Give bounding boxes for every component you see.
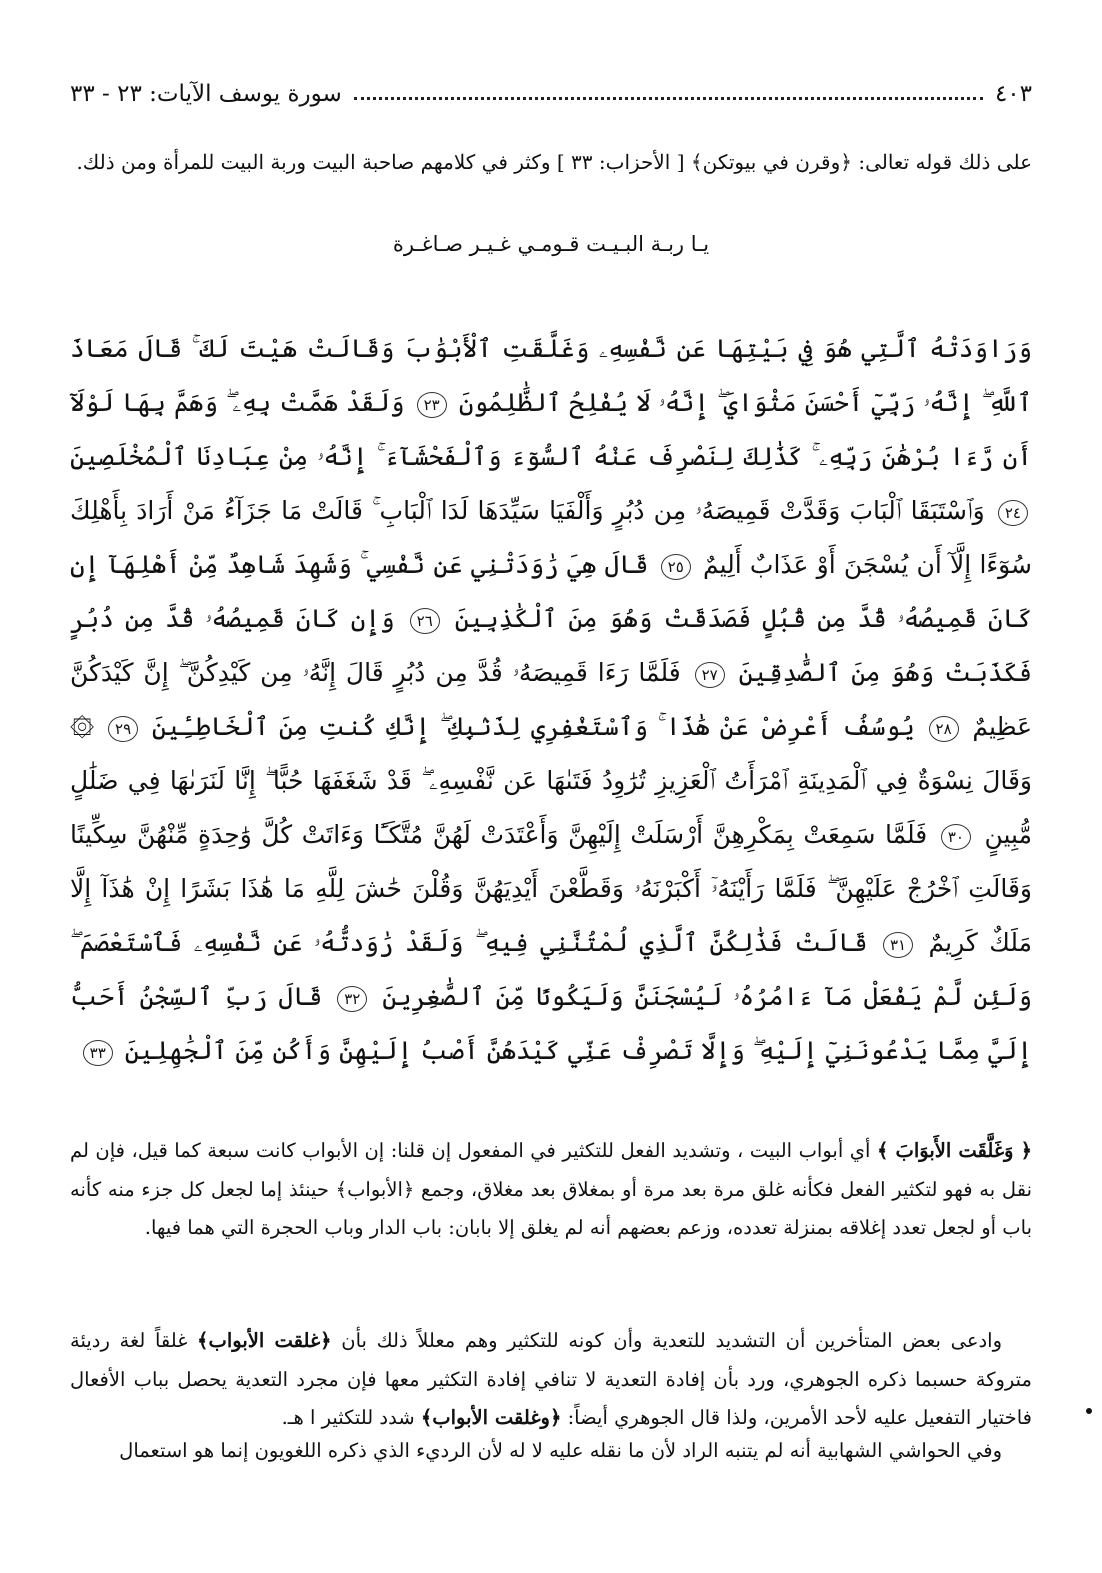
ayah-marker: ٢٣ (417, 392, 447, 418)
ayah-33: قَالَ رَبِّ ٱلسِّجْنُ أَحَبُّ إِلَيَّ مِمَّا يَدْعُونَنِيٓ إِلَيْهِ ۖ وَإِلَّا تَصْرِفْ عَنِّي كَيْدَهُنَّ أَصْبُ إِلَيْهِنَّ وَأَكُن مِّنَ ٱلْجَٰهِلِينَ ٣٣ (70, 982, 1032, 1065)
ayah-marker: ٣٢ (337, 986, 367, 1012)
ayah-31: فَلَمَّا سَمِعَتْ بِمَكْرِهِنَّ أَرْسَلَتْ إِلَيْهِنَّ وَأَعْتَدَتْ لَهُنَّ مُتَّكَـًٔا وَءَاتَتْ كُلَّ وَٰحِدَةٍ مِّنْهُنَّ سِكِّينًا وَقَالَتِ ٱخْرُجْ عَلَيْهِنَّ ۖ فَلَمَّا رَأَيْنَهُۥٓ أَكْبَرْنَهُۥ وَقَطَّعْنَ أَيْدِيَهُنَّ وَقُلْنَ حَٰشَ لِلَّهِ مَا هَٰذَا بَشَرًا إِنْ هَٰذَآ إِلَّا مَلَكٌ كَرِيمٌ ٣١ (70, 820, 1032, 957)
margin-mark (1086, 1408, 1092, 1414)
quran-text-block (70, 322, 1032, 1078)
ayah-29: يُوسُفُ أَعْرِضْ عَنْ هَٰذَا ۚ وَٱسْتَغْفِرِي لِذَنۢبِكِ ۖ إِنَّكِ كُنتِ مِنَ ٱلْخَاطِـِٔينَ ٢٩ (104, 712, 915, 741)
page-header (70, 74, 1032, 114)
poetry-verse: يـا ربـة البـيـت قـومـي غـيـر صـاغـرة (392, 232, 710, 256)
ayah-marker: ٢٦ (410, 608, 440, 634)
quoted-term: ﴿وغلقت الأبواب﴾ (420, 1406, 562, 1429)
quoted-term: ﴿غلقت الأبواب﴾ (197, 1329, 332, 1352)
commentary-paragraph-2 (70, 1322, 1032, 1438)
ayah-marker: ٢٨ (929, 716, 959, 742)
commentary-text: وفي الحواشي الشهابية أنه لم يتنبه الراد لأن ما نقله عليه لا له لأن الرديء الذي ذكره اللغويون إنما هو استعمال (119, 1439, 1002, 1462)
commentary-text: شدد للتكثير ا هـ. (281, 1406, 421, 1429)
ayah-marker: ٣٣ (83, 1040, 113, 1066)
commentary-text: غلقاً لغة رديئة متروكة حسبما ذكره الجوهري، ورد بأن إفادة التعدية لا تنافي إفادة التكثير معها فإن مجرد التعدية يحصل بباب الأفعال فاختيار التفعيل عليه لأحد الأمرين، ولذا قال الجوهري أيضاً: (70, 1329, 1032, 1429)
ayah-27: وَإِن كَانَ قَمِيصُهُۥ قُدَّ مِن دُبُرٍ فَكَذَبَتْ وَهُوَ مِنَ ٱلصَّٰدِقِينَ ٢٧ (70, 604, 1032, 687)
ayah-marker: ٢٩ (108, 716, 138, 742)
ayah-28: فَلَمَّا رَءَا قَمِيصَهُۥ قُدَّ مِن دُبُرٍ قَالَ إِنَّهُۥ مِن كَيْدِكُنَّ ۖ إِنَّ كَيْدَكُنَّ عَظِيمٌ ٢٨ (70, 658, 1033, 741)
ayah-24: وَلَقَدْ هَمَّتْ بِهِۦ ۖ وَهَمَّ بِهَا لَوْلَآ أَن رَّءَا بُرْهَٰنَ رَبِّهِۦ ۚ كَذَٰلِكَ لِنَصْرِفَ عَنْهُ ٱلسُّوٓءَ وَٱلْفَحْشَآءَ ۚ إِنَّهُۥ مِنْ عِبَادِنَا ٱلْمُخْلَصِينَ ٢٤ (70, 388, 1032, 525)
ayah-25: وَٱسْتَبَقَا ٱلْبَابَ وَقَدَّتْ قَمِيصَهُۥ مِن دُبُرٍ وَأَلْفَيَا سَيِّدَهَا لَدَا ٱلْبَابِ ۚ قَالَتْ مَا جَزَآءُ مَنْ أَرَادَ بِأَهْلِكَ سُوٓءًا إِلَّآ أَن يُسْجَنَ أَوْ عَذَابٌ أَلِيمٌ ٢٥ (70, 496, 1033, 579)
commentary-paragraph-3 (70, 1432, 1032, 1471)
quoted-term: ﴿ وَغَلَّقَت الأَبوَابَ ﴾ (876, 1139, 1032, 1162)
intro-paragraph: على ذلك قوله تعالى: ﴿وقرن في بيوتكن﴾ [ الأحزاب: ٣٣ ] وكثر في كلامهم صاحبة البيت وربة البيت للمرأة ومن ذلك. (76, 150, 1032, 174)
ayah-marker: ٣١ (883, 932, 913, 958)
commentary-text: أي أبواب البيت ، وتشديد الفعل للتكثير في المفعول إن قلنا: إن الأبواب كانت سبعة كما قيل، فإن لم نقل به فهو لتكثير الفعل فكأنه غلق مرة بعد مرة أو بمغلاق بعد مغلاق، وجمع ﴿الأبواب﴾ حينئذ إما لجعل كل جزء منه كأنه باب أو لجعل تعدد إغلاقه بمنزلة تعدده، وزعم بعضهم أنه لم يغلق إلا بابان: باب الدار وباب الحجرة التي هما فيها. (70, 1139, 1032, 1239)
ayah-marker: ٢٥ (661, 554, 691, 580)
surah-title: سورة يوسف الآيات: ٢٣ - ٣٣ (70, 81, 342, 107)
ayah-23: وَرَاوَدَتْهُ ٱلَّتِي هُوَ فِي بَيْتِهَا عَن نَّفْسِهِۦ وَغَلَّقَتِ ٱلْأَبْوَٰبَ وَقَالَتْ هَيْتَ لَكَ ۚ قَالَ مَعَاذَ ٱللَّهِ ۖ إِنَّهُۥ رَبِّيٓ أَحْسَنَ مَثْوَايَ ۖ إِنَّهُۥ لَا يُفْلِحُ ٱلظَّٰلِمُونَ ٢٣ (70, 334, 1032, 417)
ayah-32: قَالَتْ فَذَٰلِكُنَّ ٱلَّذِي لُمْتُنَّنِي فِيهِ ۖ وَلَقَدْ رَٰوَدتُّهُۥ عَن نَّفْسِهِۦ فَٱسْتَعْصَمَ ۖ وَلَئِن لَّمْ يَفْعَلْ مَآ ءَامُرُهُۥ لَيُسْجَنَنَّ وَلَيَكُونًا مِّنَ ٱلصَّٰغِرِينَ ٣٢ (70, 928, 1033, 1011)
ayah-marker: ٢٧ (695, 662, 725, 688)
ayah-30: ۞ وَقَالَ نِسْوَةٌ فِي ٱلْمَدِينَةِ ٱمْرَأَتُ ٱلْعَزِيزِ تُرَٰوِدُ فَتَىٰهَا عَن نَّفْسِهِۦ ۖ قَدْ شَغَفَهَا حُبًّا ۖ إِنَّا لَنَرَىٰهَا فِي ضَلَٰلٍ مُّبِينٍ ٣٠ (70, 712, 1032, 849)
ayah-marker: ٢٤ (998, 500, 1028, 526)
ayah-26: قَالَ هِيَ رَٰوَدَتْنِي عَن نَّفْسِي ۚ وَشَهِدَ شَاهِدٌ مِّنْ أَهْلِهَآ إِن كَانَ قَمِيصُهُۥ قُدَّ مِن قُبُلٍ فَصَدَقَتْ وَهُوَ مِنَ ٱلْكَٰذِبِينَ ٢٦ (70, 550, 1032, 633)
ayah-marker: ٣٠ (941, 824, 971, 850)
page-number: ٤٠٣ (994, 81, 1032, 107)
commentary-paragraph-1 (70, 1132, 1032, 1248)
commentary-text: وادعى بعض المتأخرين أن التشديد للتعدية وأن كونه للتكثير وهم معللاً ذلك بأن (331, 1329, 1002, 1352)
header-leader-dots (354, 97, 983, 100)
